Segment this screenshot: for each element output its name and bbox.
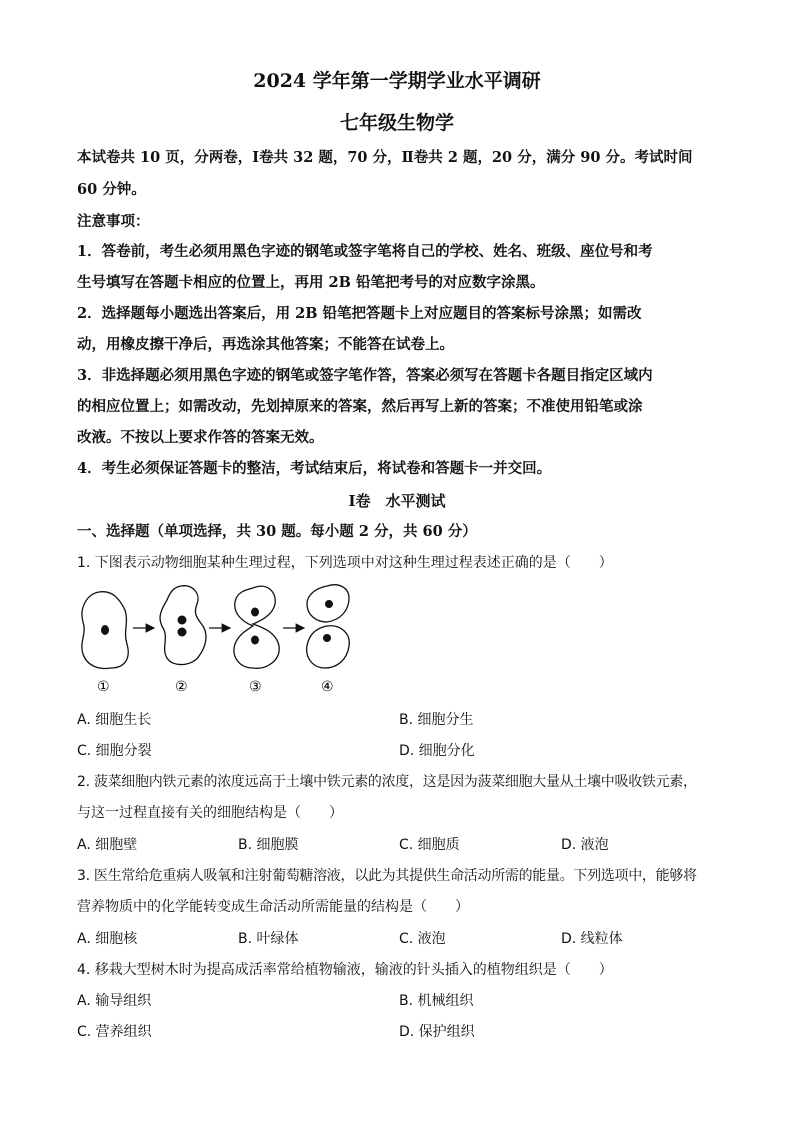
q4-option-c: C. 营养组织 [77,1024,152,1040]
notice-line: 1．答卷前，考生必须用黑色字迹的钢笔或签字笔将自己的学校、姓名、班级、座位号和考 [77,243,653,260]
q4-option-a: A. 输导组织 [77,993,152,1009]
notice-line: 的相应位置上；如需改动，先划掉原来的答案，然后再写上新的答案；不准使用铅笔或涂 [77,398,643,415]
cell-4-nucleus-bottom [323,634,331,642]
cell-3-nucleus-top [251,608,259,617]
q1-option-a: A. 细胞生长 [77,712,152,728]
question-4-stem: 4. 移栽大型树木时为提高成活率常给植物输液，输液的针头插入的植物组织是（ ） [77,962,613,978]
figure-label: ④ [321,679,334,695]
intro-line-1: 本试卷共 10 页，分两卷，Ⅰ卷共 32 题，70 分，Ⅱ卷共 2 题，20 分，满分 90 分。考试时间 [77,149,693,166]
notice-line: 生号填写在答题卡相应的位置上，再用 2B 铅笔把考号的对应数字涂黑。 [77,274,545,291]
q3-option-a: A. 细胞核 [77,931,138,947]
q4-option-d: D. 保护组织 [399,1024,475,1040]
cell-division-figure [77,582,377,697]
exam-title: 2024 学年第一学期学业水平调研 [253,70,541,92]
question-1-stem: 1. 下图表示动物细胞某种生理过程，下列选项中对这种生理过程表述正确的是（ ） [77,555,613,571]
cell-3-outline [234,586,279,668]
q4-option-b: B. 机械组织 [399,993,474,1009]
q2-option-d: D. 液泡 [561,837,609,853]
q2-option-b: B. 细胞膜 [238,837,299,853]
q1-option-b: B. 细胞分生 [399,712,474,728]
q2-option-a: A. 细胞壁 [77,837,138,853]
intro-line-2: 60 分钟。 [77,181,146,198]
q3-option-d: D. 线粒体 [561,931,623,947]
cell-2-nucleus-top [178,616,187,625]
cell-2-nucleus-bottom [178,628,187,637]
notice-line: 动，用橡皮擦干净后，再选涂其他答案；不能答在试卷上。 [77,336,454,353]
q1-option-c: C. 细胞分裂 [77,743,152,759]
cell-2-outline [160,586,206,665]
q1-option-d: D. 细胞分化 [399,743,475,759]
q3-option-b: B. 叶绿体 [238,931,299,947]
notice-heading: 注意事项： [77,213,150,230]
q3-option-c: C. 液泡 [399,931,446,947]
cell-1-nucleus [101,625,109,635]
notice-line: 2．选择题每小题选出答案后，用 2B 铅笔把答题卡上对应题目的答案标号涂黑；如需改 [77,305,642,322]
section-title: Ⅰ卷 水平测试 [348,492,446,510]
figure-label: ③ [249,679,262,695]
cell-4-bottom-outline [307,626,350,668]
notice-line: 3．非选择题必须用黑色字迹的钢笔或签字笔作答，答案必须写在答题卡各题目指定区域内 [77,367,653,384]
question-2-stem-1: 2. 菠菜细胞内铁元素的浓度远高于土壤中铁元素的浓度，这是因为菠菜细胞大量从土壤中吸收铁元素， [77,774,697,790]
figure-label: ② [175,679,188,695]
question-3-stem-2: 营养物质中的化学能转变成生命活动所需能量的结构是（ ） [77,899,469,915]
exam-subtitle: 七年级生物学 [339,112,454,134]
figure-label: ① [97,679,110,695]
notice-line: 改液。不按以上要求作答的答案无效。 [77,429,324,446]
cell-3-nucleus-bottom [251,636,259,645]
part-heading: 一、选择题（单项选择，共 30 题。每小题 2 分，共 60 分） [77,523,477,540]
notice-line: 4．考生必须保证答题卡的整洁，考试结束后，将试卷和答题卡一并交回。 [77,460,552,477]
question-3-stem-1: 3. 医生常给危重病人吸氧和注射葡萄糖溶液，以此为其提供生命活动所需的能量。下列选项中，能够将 [77,868,697,884]
question-2-stem-2: 与这一过程直接有关的细胞结构是（ ） [77,805,343,821]
cell-4-nucleus-top [325,600,333,608]
q2-option-c: C. 细胞质 [399,837,460,853]
